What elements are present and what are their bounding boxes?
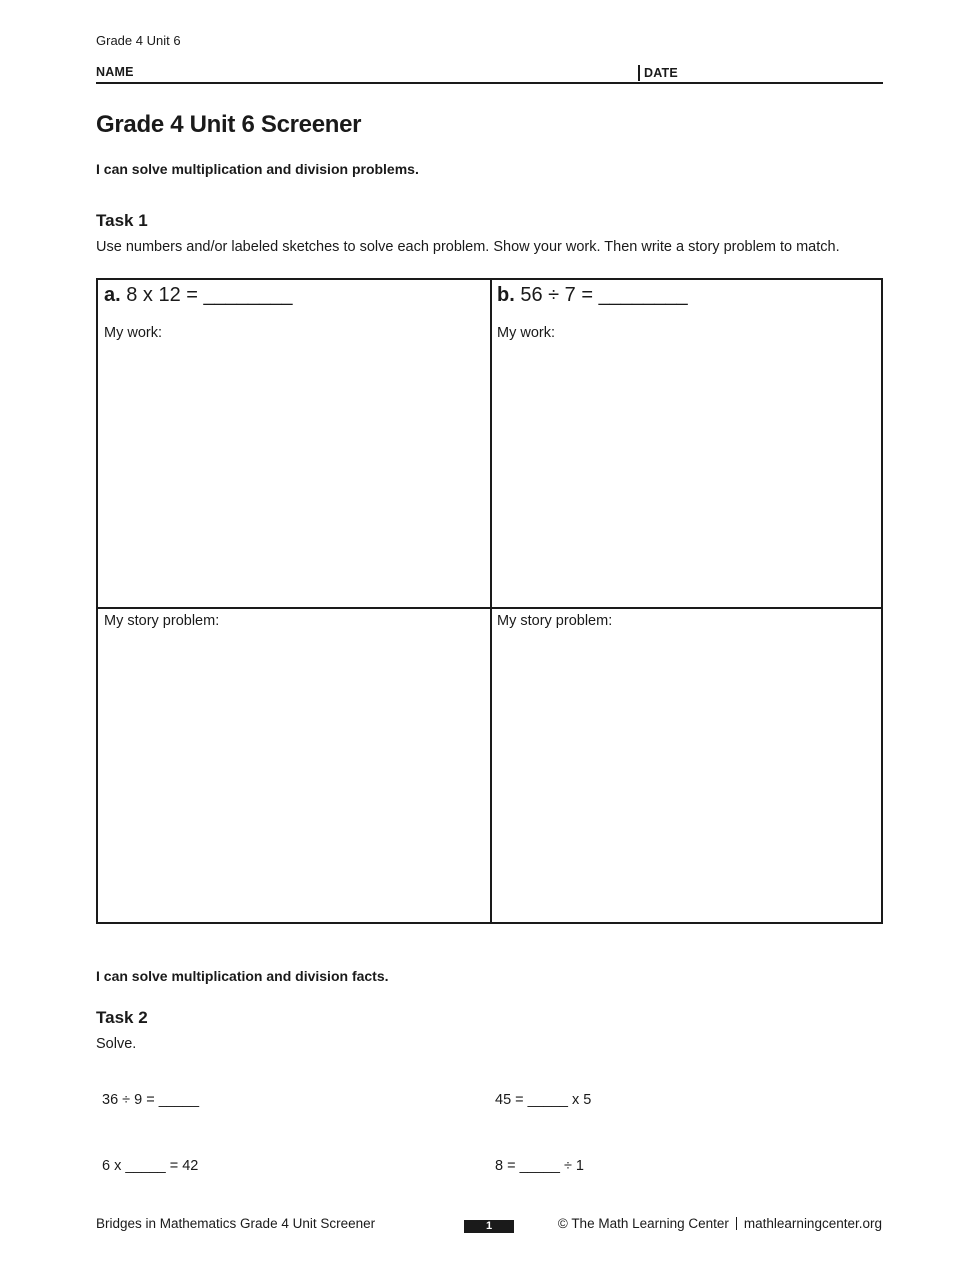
task1-answer-grid [96,278,883,924]
problem-a-work-area[interactable]: My work: [104,325,162,341]
task1-goal: I can solve multiplication and division problems. [96,161,419,177]
task1-heading: Task 1 [96,211,148,230]
footer-separator [736,1217,737,1230]
fact-item[interactable]: 45 = _____ x 5 [495,1092,592,1108]
task1-instructions: Use numbers and/or labeled sketches to solve each problem. Show your work. Then write a story problem to match. [96,239,840,255]
grid-vertical-divider [490,280,492,922]
footer-copyright: © The Math Learning Center [557,1216,729,1231]
grid-horizontal-divider [98,607,881,609]
task2-goal: I can solve multiplication and division facts. [96,968,389,984]
footer-title: Bridges in Mathematics Grade 4 Unit Screener [96,1216,376,1231]
problem-a-story-area[interactable]: My story problem: [104,613,220,629]
problem-b-work-area[interactable]: My work: [497,325,555,341]
page-title: Grade 4 Unit 6 Screener [96,111,362,138]
fact-item[interactable]: 36 ÷ 9 = _____ [102,1092,200,1108]
footer-credits [555,1216,882,1231]
problem-b-story-area[interactable]: My story problem: [497,613,613,629]
task2-instructions: Solve. [96,1036,137,1052]
name-date-row [96,64,883,84]
problem-b [497,284,688,307]
footer-website: mathlearningcenter.org [743,1216,882,1231]
page-number: 1 [464,1220,514,1233]
task2-heading: Task 2 [96,1008,148,1027]
problem-a-letter: a. [104,284,121,306]
fact-item[interactable]: 6 x _____ = 42 [102,1158,199,1174]
name-label: NAME [96,65,134,79]
problem-a [104,284,293,307]
date-label: DATE [638,65,678,81]
fact-item[interactable]: 8 = _____ ÷ 1 [495,1158,584,1174]
unit-label: Grade 4 Unit 6 [96,33,181,48]
problem-b-letter: b. [497,284,515,306]
problem-a-expression: 8 x 12 = ________ [126,284,293,306]
problem-b-expression: 56 ÷ 7 = ________ [520,284,688,306]
